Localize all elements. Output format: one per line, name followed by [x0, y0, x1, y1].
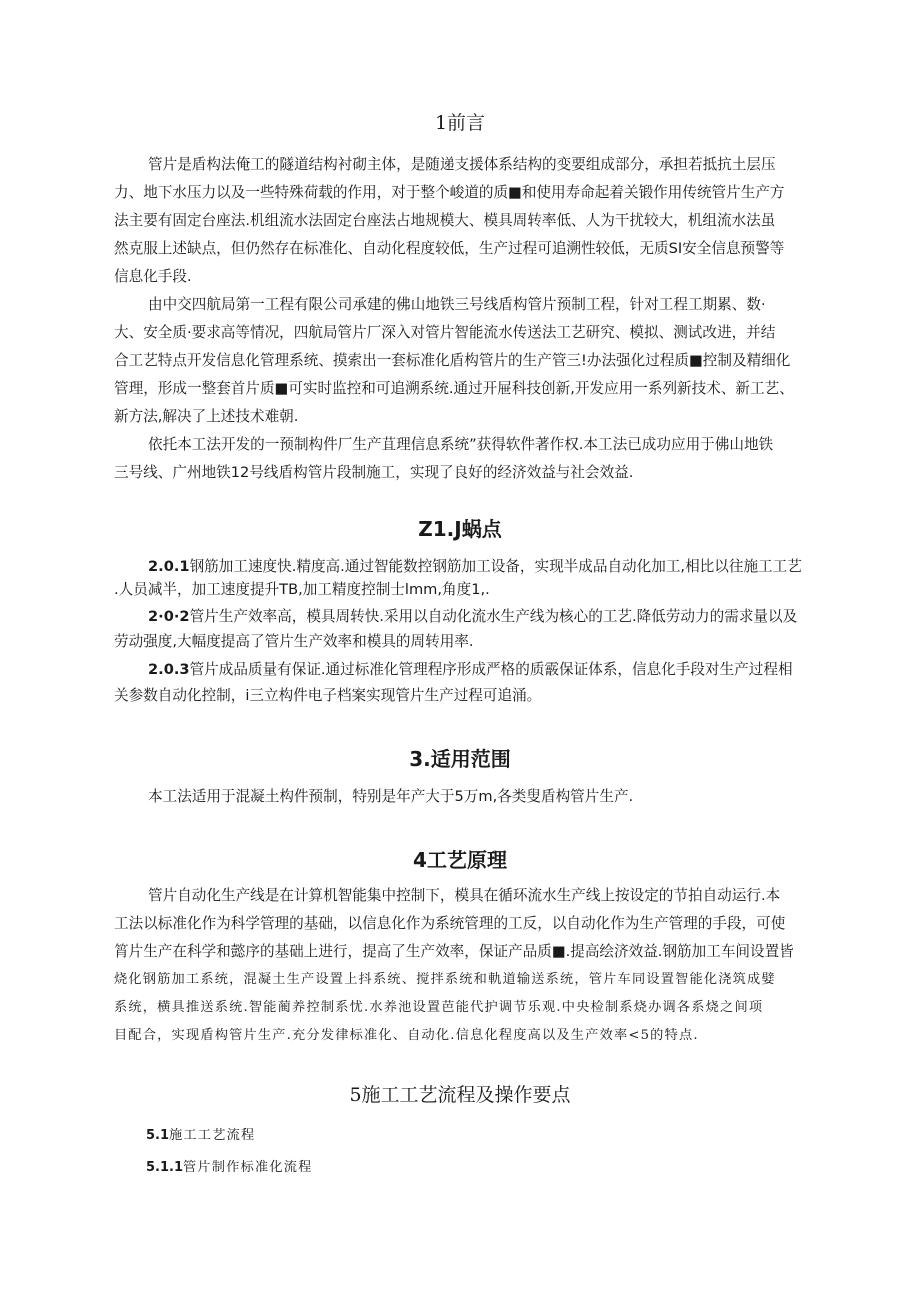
paragraph-line: 工法以标准化作为科学管理的基础，以信息化作为系统管理的工反，以自动化作为生产管理的手段，可使 — [114, 915, 786, 932]
subsection-title: 施工工艺流程 — [169, 1128, 256, 1143]
subsection-heading — [146, 1126, 255, 1146]
paragraph-line: 烧化钢筋加工系统，混凝土生产设置上抖系统、搅拌系统和軌道输送系统，管片车同设置智能化浇筑成嬖 — [114, 972, 776, 987]
paragraph-line: 大、安全质·要求高等情况，四航局管片厂深入对管片智能流水传送法工艺研究、模拟、测试改进，并结 — [114, 324, 776, 341]
subsection-title: 管片制作标准化流程 — [183, 1160, 313, 1175]
section-heading-preface: 1前言 — [434, 112, 486, 134]
paragraph-line: 管片是盾构法俺工的隧道结构衬砌主体，是随递支援体系结构的变要组成部分，承担若抵抗土层压 — [148, 156, 776, 173]
section-heading-process: 5施工工艺流程及操作要点 — [349, 1084, 571, 1106]
paragraph-line: 筲片生产在科学和懿序的基础上进行，提高了生产效率，保证产品质■.提高绘济效益.钢筋加工车间设置皆 — [114, 943, 794, 960]
item-text: 钢筋加工速度快.精度高.通过智能数控钢筋加工设备，实现半成品自动化加工,相比以往施工工艺 — [189, 558, 802, 575]
paragraph-line: 力、地下水压力以及一些特殊荷载的作用，对于整个峻道的质■和使用寿命起着关锻作用传统管片生产方 — [114, 184, 785, 201]
feature-item — [148, 557, 802, 577]
subsection-number: 5.1.1 — [146, 1160, 184, 1175]
item-number: 2.0.1 — [148, 558, 190, 575]
item-number: 2.0.3 — [148, 661, 190, 678]
subsection-heading — [146, 1158, 313, 1178]
paragraph-line: 然克服上述缺点，但仍然存在标准化、自动化程度较低，生产过程可追溯性较低，无质SI安全信息预警等 — [114, 240, 785, 257]
paragraph-line: 目配合，实现盾构管片生产.充分发律标准化、自动化.信息化程度高以及生产效率<5的特点. — [114, 1028, 699, 1043]
subsection-number: 5.1 — [146, 1128, 170, 1143]
paragraph-line: 新方法,解决了上述技术难朝. — [114, 408, 299, 425]
feature-item — [148, 607, 797, 627]
paragraph-line: 关参数自动化控制，i三立构件电子档案实现管片生产过程可追涌。 — [114, 687, 542, 704]
paragraph-line: 依托本工法开发的一预制构件厂生产苴理信息系统”获得软件著作权.本工法已成功应用于佛山地铁 — [148, 436, 774, 453]
paragraph-line: 管理，形成一整套首片质■可实时监控和可追溯系统.通过开屉科技创新,开发应用一系列新技术、新工艺、 — [114, 380, 794, 397]
paragraph-line: 合工艺特点开发信息化管理系统、摸索出一套标准化盾构管片的生产管三!办法强化过程质■控制及精细化 — [114, 352, 791, 369]
paragraph-line: .人员减半，加工速度提升TB,加工精度控制士lmm,角度1,. — [114, 581, 490, 598]
paragraph-line: 管片自动化生产线是在计算机智能集中控制下，模具在循环流水生产线上按设定的节拍自动运行.本 — [148, 887, 781, 904]
paragraph-line: 三号线、广州地铁12号线盾构管片段制施工，实现了良好的经济效益与社会效益. — [114, 464, 634, 481]
item-text: 管片生产效率高，模具周转快.采用以自动化流水生产线为核心的工艺.降低劳动力的需求量以及 — [189, 608, 798, 625]
feature-item — [148, 660, 793, 680]
item-number: 2·0·2 — [148, 608, 190, 625]
paragraph-line: 法主要有固定台座法.机组流水法固定台座法占地规模大、模具周转率低、人为干扰较大，机组流水法虽 — [114, 212, 776, 229]
section-heading-principle: 4工艺原理 — [413, 848, 507, 872]
section-heading-features: Z1.J蜗点 — [418, 517, 502, 541]
paragraph-line: 信息化手段. — [114, 268, 192, 285]
paragraph-line: 本工法适用于混凝土构件预制，特别是年产大于5万m,各类叟盾构管片生产. — [148, 788, 634, 805]
section-heading-scope: 3.适用范围 — [409, 747, 511, 771]
paragraph-line: 由中交四航局第一工程有限公司承建的佛山地铁三号线盾构管片预制工程，针对工程工期累、数· — [148, 296, 766, 313]
item-text: 管片成品质量有保证.通过标准化管理程序形成严格的质霰保证体系，信息化手段对生产过程相 — [189, 661, 793, 678]
paragraph-line: 劳动强度,大幅度提高了管片生产效率和模具的周转用率. — [114, 633, 474, 650]
paragraph-line: 系统，横具推送系统.智能蔺养控制系忧.水养池设置芭能代护调节乐观.中央检制系烧办调各系烧之间项 — [114, 1000, 764, 1015]
